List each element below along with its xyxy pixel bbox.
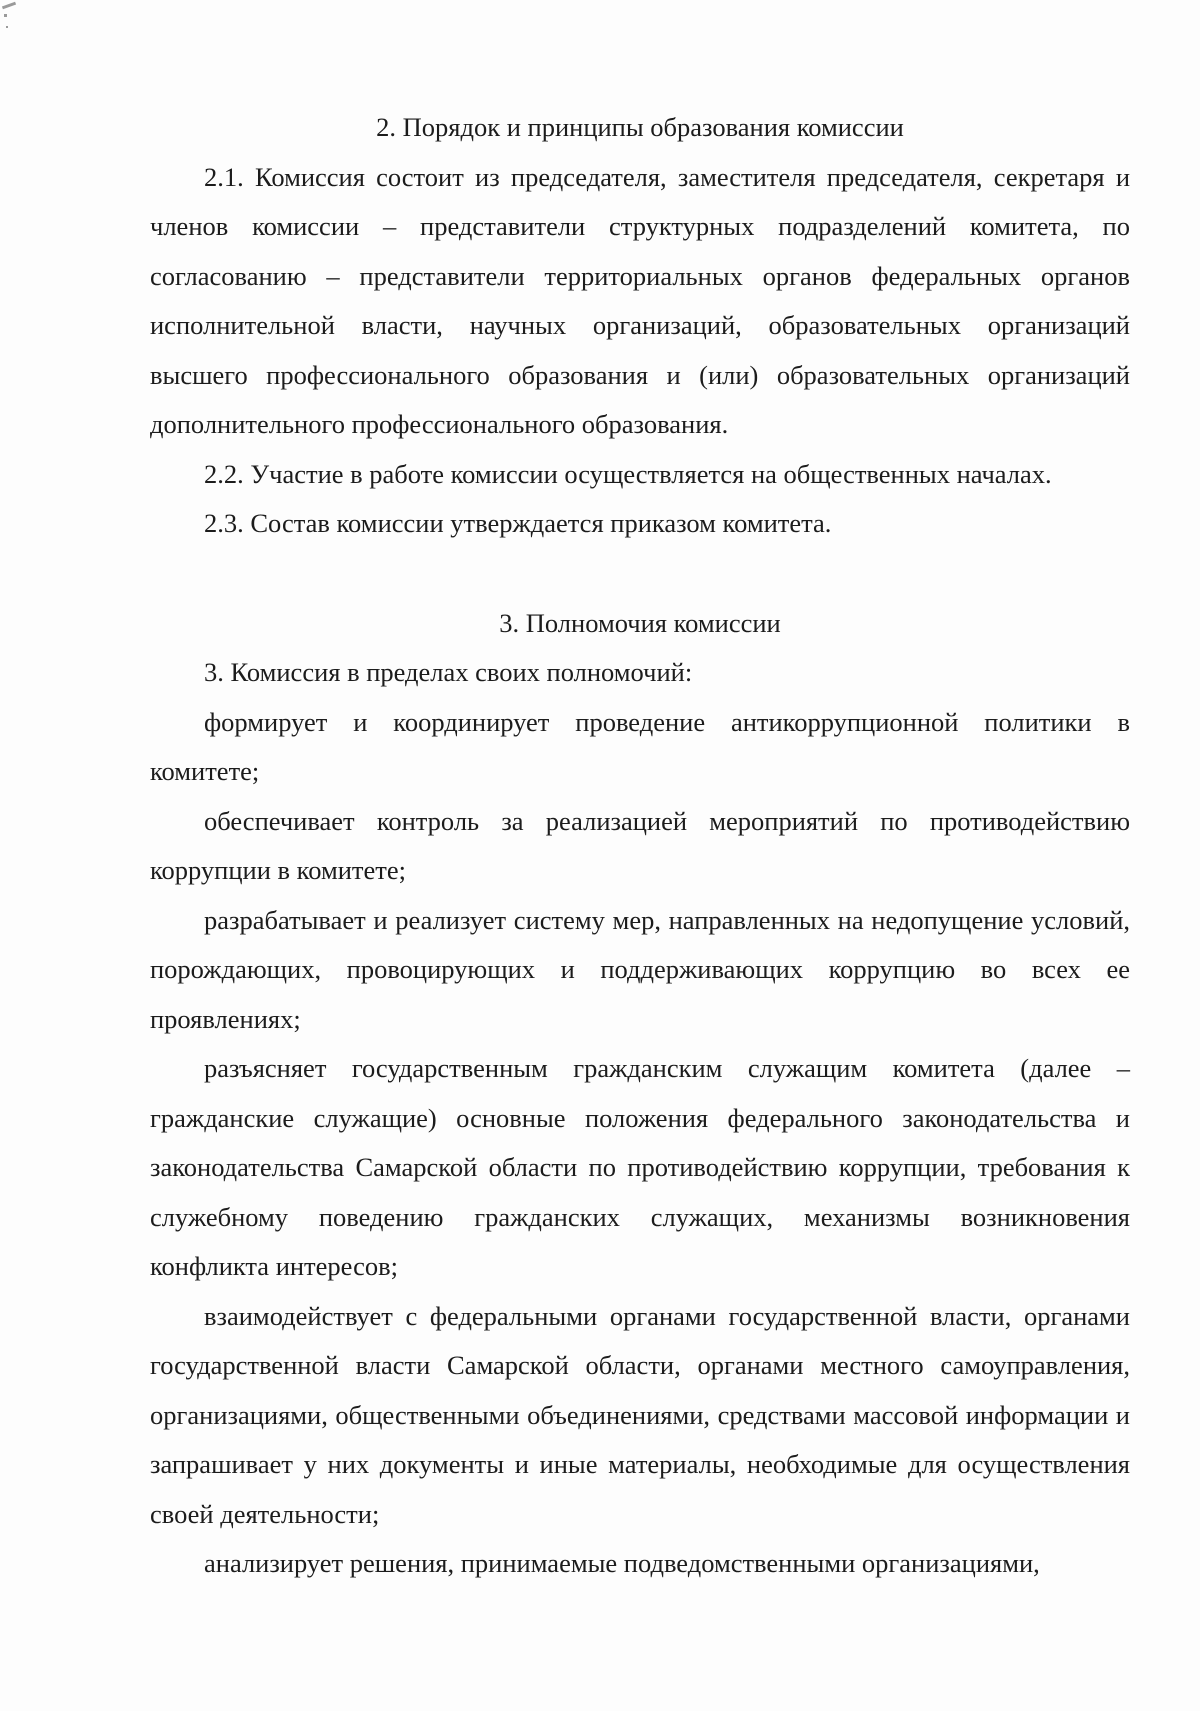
paragraph-2-2: 2.2. Участие в работе комиссии осуществляется на общественных началах. [204, 458, 1052, 489]
section-3-heading: 3. Полномочия комиссии [499, 607, 781, 638]
paragraph-2-3: 2.3. Состав комиссии утверждается приказом комитета. [204, 508, 832, 538]
section-2-heading: 2. Порядок и принципы образования комиссии [376, 112, 904, 142]
list-item: разъясняет государственным гражданским служащим комитета (далее – гражданские служащие) основные положения федерального законодательства и законодательства Самарской области по противодействию коррупции, требования к служебному поведению гражданских служащих, механизмы возникновения конфликта интересов; [150, 1053, 1130, 1281]
document-body [150, 103, 1130, 1589]
list-item: обеспечивает контроль за реализацией мероприятий по противодействию коррупции в комитете; [150, 805, 1130, 885]
section-spacer [150, 549, 1130, 599]
list-item: анализирует решения, принимаемые подведомственными организациями, [204, 1548, 1040, 1578]
paragraph-3-intro: 3. Комиссия в пределах своих полномочий: [204, 657, 693, 687]
scan-mark [2, 2, 16, 10]
list-item: формирует и координирует проведение антикоррупционной политики в комитете; [150, 706, 1130, 786]
paragraph-2-1: 2.1. Комиссия состоит из председателя, заместителя председателя, секретаря и членов комиссии – представители структурных подразделений комитета, по согласованию – представители территориальных органов федеральных органов исполнительной власти, научных организаций, образовательных организаций высшего профессионального образования и (или) образовательных организаций дополнительного профессионального образования. [150, 161, 1130, 439]
list-item: взаимодействует с федеральными органами государственной власти, органами государственной власти Самарской области, органами местного самоуправления, организациями, общественными объединениями, средствами массовой информации и запрашивает у них документы и иные материалы, необходимые для осуществления своей деятельности; [150, 1300, 1130, 1529]
scan-mark [6, 26, 8, 28]
scan-mark [4, 14, 7, 17]
list-item: разрабатывает и реализует систему мер, направленных на недопущение условий, порождающих, провоцирующих и поддерживающих коррупцию во всех ее проявлениях; [150, 904, 1130, 1034]
